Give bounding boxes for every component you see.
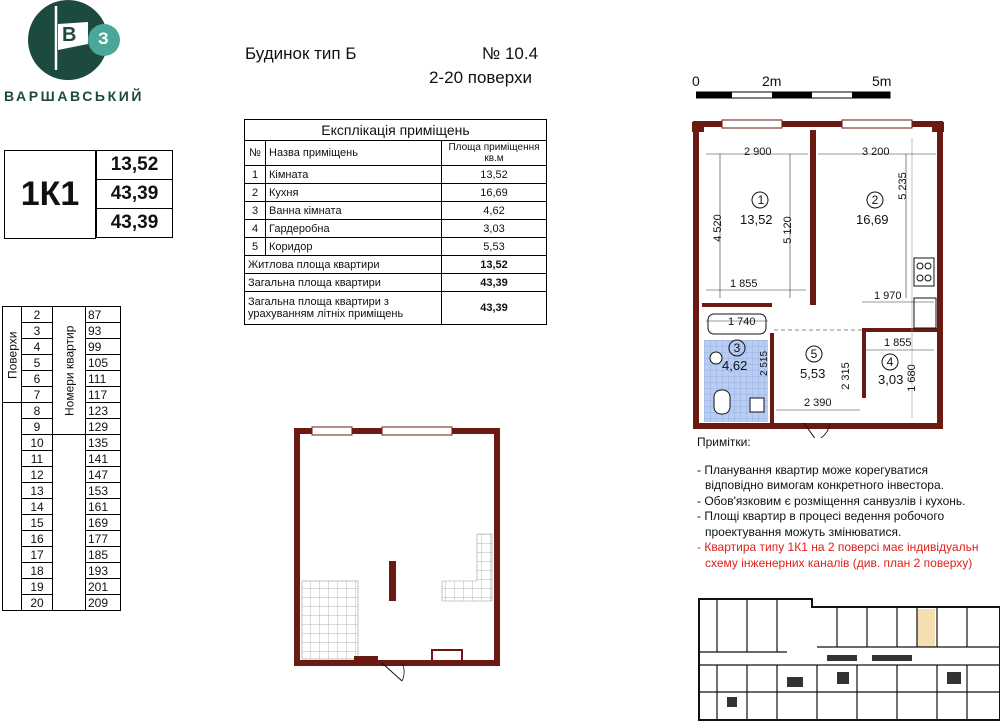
col-number: № <box>245 141 266 166</box>
dim-label: 1 855 <box>730 278 758 290</box>
apartment-number: 123 <box>86 403 121 419</box>
apartment-number: 193 <box>86 563 121 579</box>
scale-bar <box>696 90 896 100</box>
dim-label: 5 120 <box>781 216 794 244</box>
floor-number: 19 <box>22 579 53 595</box>
floor-number: 2 <box>22 307 53 323</box>
scale-zero: 0 <box>692 73 700 89</box>
dim-label: 4 520 <box>711 214 724 242</box>
table-row: 1 Кімната 13,52 <box>245 166 547 184</box>
floors-label-spacer <box>3 403 22 611</box>
apartment-number: 93 <box>86 323 121 339</box>
room-3-number: 3 <box>733 341 741 355</box>
explication-title: Експлікація приміщень <box>245 120 547 141</box>
floor-number: 8 <box>22 403 53 419</box>
explication-table <box>244 119 547 325</box>
total-row: Житлова площа квартири 13,52 <box>245 256 547 274</box>
dim-label: 2 390 <box>804 397 832 409</box>
apartment-number: 99 <box>86 339 121 355</box>
floor-number: 15 <box>22 515 53 531</box>
logo-letter-b: В <box>62 24 77 46</box>
logo-emblem <box>26 0 136 86</box>
dim-label: 2 315 <box>839 362 852 390</box>
notes <box>697 435 978 571</box>
note-line-red: - Квартира типу 1К1 на 2 поверсі має індивідуальн <box>697 540 979 554</box>
living-area: 13,52 <box>97 151 172 180</box>
apartment-number: 147 <box>86 467 121 483</box>
apartment-number: 161 <box>86 499 121 515</box>
dim-label: 1 680 <box>905 364 918 392</box>
floor-number: 14 <box>22 499 53 515</box>
dim-label: 2 900 <box>744 146 772 158</box>
col-name: Назва приміщень <box>266 141 442 166</box>
note-line: проектування можуть змінюватися. <box>705 524 902 539</box>
floor-row <box>3 307 121 323</box>
room-1-area: 13,52 <box>740 212 773 227</box>
floor-number: 7 <box>22 387 53 403</box>
floor-number: 5 <box>22 355 53 371</box>
room-3-area: 4,62 <box>722 358 748 373</box>
note-line: - Площі квартир в процесі ведення робочого <box>697 509 945 523</box>
total-area: 43,39 <box>97 180 172 209</box>
col-area: Площа приміщення кв.м <box>442 141 547 166</box>
total-row: Загальна площа квартири 43,39 <box>245 274 547 292</box>
apartment-number: 105 <box>86 355 121 371</box>
floor-key-plan <box>697 597 1000 722</box>
apartment-number: 111 <box>86 371 121 387</box>
floor-number: 9 <box>22 419 53 435</box>
apartment-number: 201 <box>86 579 121 595</box>
dim-label: 1 740 <box>728 316 756 328</box>
notes-title: Примітки: <box>697 435 751 449</box>
table-row: 4 Гардеробна 3,03 <box>245 220 547 238</box>
building-number: № 10.4 <box>482 44 539 63</box>
dim-label: 5 235 <box>896 172 909 200</box>
floor-number: 10 <box>22 435 53 451</box>
room-5-area: 5,53 <box>800 366 826 381</box>
room-4-area: 3,03 <box>878 372 904 387</box>
note-line-red: схему інженерних каналів (див. план 2 поверху) <box>705 555 973 570</box>
room-5-number: 5 <box>810 347 818 361</box>
apartment-areas <box>96 150 173 238</box>
scale-2m: 2m <box>762 73 782 89</box>
dim-label: 1 970 <box>874 290 902 302</box>
floors-label: Поверхи <box>3 307 22 403</box>
floor-number: 3 <box>22 323 53 339</box>
room-2-number: 2 <box>871 193 879 207</box>
apartment-number: 141 <box>86 451 121 467</box>
scale-5m: 5m <box>872 73 892 89</box>
apartment-number: 129 <box>86 419 121 435</box>
floor-number: 16 <box>22 531 53 547</box>
floor-number: 13 <box>22 483 53 499</box>
floor-number: 18 <box>22 563 53 579</box>
table-row: 2 Кухня 16,69 <box>245 184 547 202</box>
dim-label: 3 200 <box>862 146 890 158</box>
apartment-number: 135 <box>86 435 121 451</box>
total-row: Загальна площа квартири з урахуванням літніх приміщень 43,39 <box>245 292 547 325</box>
apartment-type: 1К1 <box>4 150 96 239</box>
note-line: - Планування квартир може корегуватися <box>697 462 928 477</box>
building-type: Будинок тип Б <box>245 44 357 63</box>
logo-letter-z: З <box>98 29 109 48</box>
dim-label: 1 855 <box>884 337 912 349</box>
floor-number: 20 <box>22 595 53 611</box>
table-row: 5 Коридор 5,53 <box>245 238 547 256</box>
floor-number: 12 <box>22 467 53 483</box>
table-row: 3 Ванна кімната 4,62 <box>245 202 547 220</box>
floor-number: 17 <box>22 547 53 563</box>
apartment-number: 87 <box>86 307 121 323</box>
apartment-number: 209 <box>86 595 121 611</box>
apartment-number: 153 <box>86 483 121 499</box>
room-4-number: 4 <box>886 355 894 369</box>
floor-number: 11 <box>22 451 53 467</box>
apartment-number: 185 <box>86 547 121 563</box>
floors-range: 2-20 поверхи <box>429 68 532 87</box>
base-floor-plan <box>292 426 502 688</box>
room-2-area: 16,69 <box>856 212 889 227</box>
numbers-label: Номери квартир <box>53 307 86 435</box>
apartment-number: 169 <box>86 515 121 531</box>
numbers-label-spacer <box>53 435 86 611</box>
logo-name: ВАРШАВСЬКИЙ <box>4 88 145 104</box>
floor-number: 6 <box>22 371 53 387</box>
floor-number: 4 <box>22 339 53 355</box>
note-line: - Обов'язковим є розміщення санвузлів і кухонь. <box>697 493 966 508</box>
room-1-number: 1 <box>757 193 765 207</box>
apartment-number: 177 <box>86 531 121 547</box>
floors-table <box>2 306 121 611</box>
apartment-number: 117 <box>86 387 121 403</box>
dim-label: 2 515 <box>759 350 771 377</box>
note-line: відповідно вимогам конкретного інвестора. <box>705 478 944 492</box>
total-area-summer: 43,39 <box>110 212 159 233</box>
